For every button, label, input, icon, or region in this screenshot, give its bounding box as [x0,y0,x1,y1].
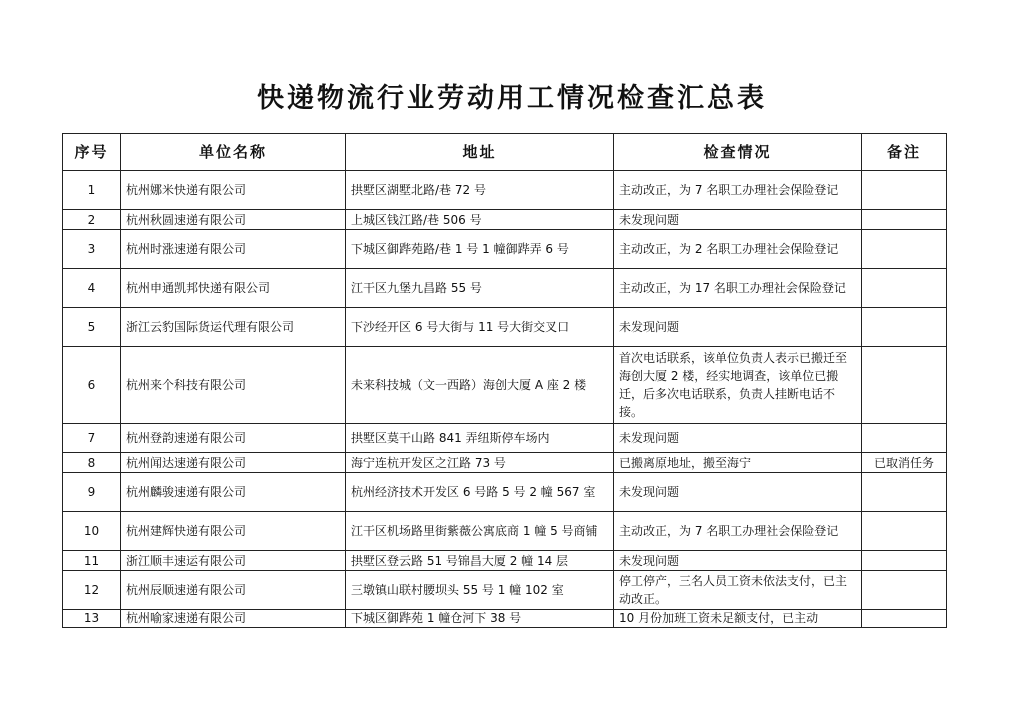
row-no: 8 [63,453,121,473]
row-name: 杭州建辉快递有限公司 [121,512,346,551]
row-address: 拱墅区莫干山路 841 弄纽斯停车场内 [346,424,614,453]
row-address: 海宁连杭开发区之江路 73 号 [346,453,614,473]
row-note [862,308,947,347]
row-no: 10 [63,512,121,551]
row-no: 1 [63,171,121,210]
table-row [63,210,947,230]
header-name: 单位名称 [121,134,346,171]
row-note [862,210,947,230]
row-check: 停工停产，三名人员工资未依法支付，已主动改正。 [614,571,862,610]
row-name: 杭州辰顺速递有限公司 [121,571,346,610]
row-name: 杭州申通凯邦快递有限公司 [121,269,346,308]
row-address: 下城区御跸苑 1 幢仓河下 38 号 [346,610,614,628]
row-address: 江干区机场路里街紫薇公寓底商 1 幢 5 号商铺 [346,512,614,551]
row-note [862,424,947,453]
row-address: 江干区九堡九昌路 55 号 [346,269,614,308]
row-name: 杭州麟骏速递有限公司 [121,473,346,512]
table-row [63,453,947,473]
table-row [63,269,947,308]
row-name: 杭州喻家速递有限公司 [121,610,346,628]
row-note [862,551,947,571]
row-check: 未发现问题 [614,424,862,453]
row-name: 杭州闻达速递有限公司 [121,453,346,473]
row-name: 杭州秋圆速递有限公司 [121,210,346,230]
row-name: 浙江云豹国际货运代理有限公司 [121,308,346,347]
row-note [862,512,947,551]
row-note [862,610,947,628]
row-no: 6 [63,347,121,424]
table-row [63,610,947,628]
row-check: 未发现问题 [614,473,862,512]
row-no: 11 [63,551,121,571]
row-address: 上城区钱江路/巷 506 号 [346,210,614,230]
row-check: 10 月份加班工资未足额支付，已主动 [614,610,862,628]
row-no: 7 [63,424,121,453]
row-note [862,171,947,210]
row-no: 5 [63,308,121,347]
row-address: 三墩镇山联村腰坝头 55 号 1 幢 102 室 [346,571,614,610]
row-check: 主动改正，为 2 名职工办理社会保险登记 [614,230,862,269]
row-name: 浙江顺丰速运有限公司 [121,551,346,571]
row-check: 未发现问题 [614,210,862,230]
row-note [862,571,947,610]
page-title: 快递物流行业劳动用工情况检查汇总表 [257,83,767,114]
row-note: 已取消任务 [862,453,947,473]
row-no: 13 [63,610,121,628]
row-address: 下沙经开区 6 号大街与 11 号大街交叉口 [346,308,614,347]
row-no: 2 [63,210,121,230]
row-note [862,230,947,269]
inspection-table [62,133,947,628]
table-header-row [63,134,947,171]
table-row [63,551,947,571]
row-no: 4 [63,269,121,308]
row-name: 杭州登韵速递有限公司 [121,424,346,453]
row-name: 杭州娜米快递有限公司 [121,171,346,210]
row-no: 12 [63,571,121,610]
row-note [862,347,947,424]
row-address: 拱墅区登云路 51 号锦昌大厦 2 幢 14 层 [346,551,614,571]
table-row [63,347,947,424]
table-row [63,424,947,453]
table-row [63,308,947,347]
header-note: 备注 [862,134,947,171]
row-name: 杭州时涨速递有限公司 [121,230,346,269]
table-row [63,473,947,512]
header-check: 检查情况 [614,134,862,171]
table-row [63,171,947,210]
header-address: 地址 [346,134,614,171]
table-row [63,230,947,269]
row-check: 未发现问题 [614,551,862,571]
row-no: 3 [63,230,121,269]
row-check: 已搬离原地址，搬至海宁 [614,453,862,473]
row-check: 主动改正，为 7 名职工办理社会保险登记 [614,171,862,210]
row-check: 首次电话联系，该单位负责人表示已搬迁至海创大厦 2 楼，经实地调查，该单位已搬迁，后多次电话联系，负责人挂断电话不接。 [614,347,862,424]
row-note [862,269,947,308]
row-name: 杭州来个科技有限公司 [121,347,346,424]
row-address: 下城区御跸苑路/巷 1 号 1 幢御跸弄 6 号 [346,230,614,269]
row-note [862,473,947,512]
row-check: 主动改正，为 7 名职工办理社会保险登记 [614,512,862,551]
row-address: 杭州经济技术开发区 6 号路 5 号 2 幢 567 室 [346,473,614,512]
row-address: 拱墅区湖墅北路/巷 72 号 [346,171,614,210]
row-check: 未发现问题 [614,308,862,347]
table-row [63,571,947,610]
table-row [63,512,947,551]
row-no: 9 [63,473,121,512]
row-address: 未来科技城（文一西路）海创大厦 A 座 2 楼 [346,347,614,424]
row-check: 主动改正，为 17 名职工办理社会保险登记 [614,269,862,308]
header-no: 序号 [63,134,121,171]
